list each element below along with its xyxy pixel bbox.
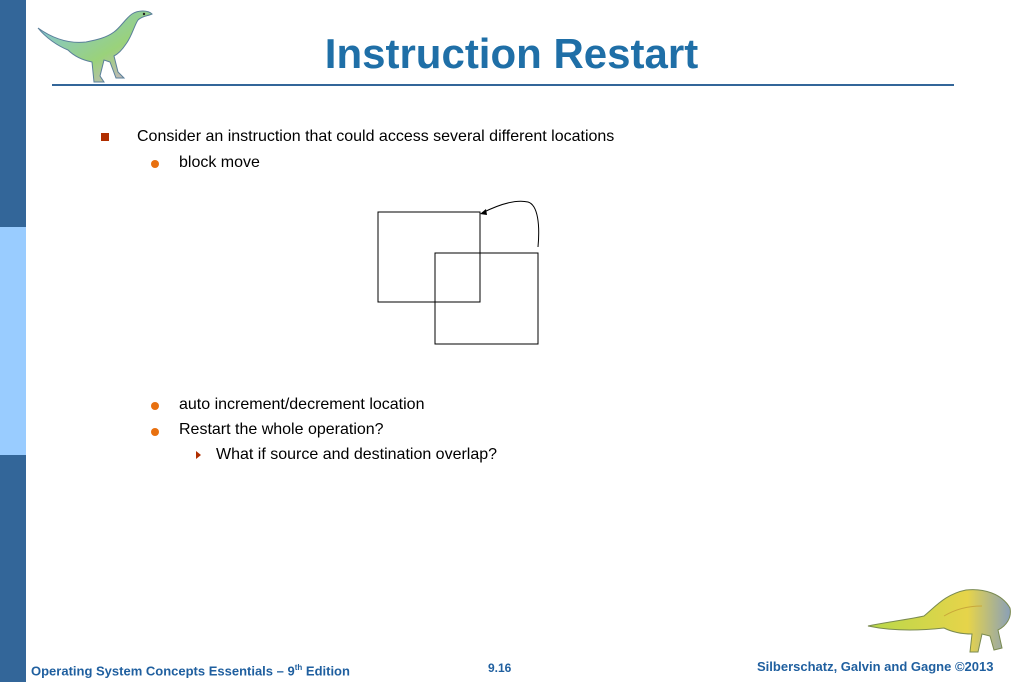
footer-book-prefix: Operating System Concepts Essentials – 9 [31, 663, 295, 679]
subbullet-text: Restart the whole operation? [179, 421, 384, 438]
triangle-bullet-icon [196, 451, 201, 459]
footer-page-number: 9.16 [488, 661, 512, 675]
footer-copyright: Silberschatz, Galvin and Gagne ©2013 [757, 659, 994, 674]
footer-book-title [31, 663, 350, 678]
move-arrow [482, 201, 539, 247]
square-bullet-icon [101, 133, 109, 141]
dinosaur-footer-icon [866, 582, 1016, 657]
dot-bullet-icon [151, 428, 159, 436]
footer-book-sup: th [294, 663, 303, 672]
block-move-diagram [370, 195, 550, 350]
title-divider [52, 84, 954, 86]
dot-bullet-icon [151, 160, 159, 168]
subbullet-text: auto increment/decrement location [179, 396, 425, 413]
dot-bullet-icon [151, 402, 159, 410]
arrow-head-icon [480, 209, 487, 215]
subbullet-text: block move [179, 154, 260, 171]
subsubbullet-text: What if source and destination overlap? [216, 446, 498, 463]
bullet-text: Consider an instruction that could access several different locations [137, 128, 615, 145]
sidebar [0, 0, 26, 682]
footer-book-suffix: Edition [302, 663, 350, 679]
source-block [378, 212, 480, 302]
sidebar-middle-segment [0, 227, 26, 455]
destination-block [435, 253, 538, 344]
sidebar-bottom-segment [0, 455, 26, 682]
slide-title: Instruction Restart [324, 30, 699, 77]
